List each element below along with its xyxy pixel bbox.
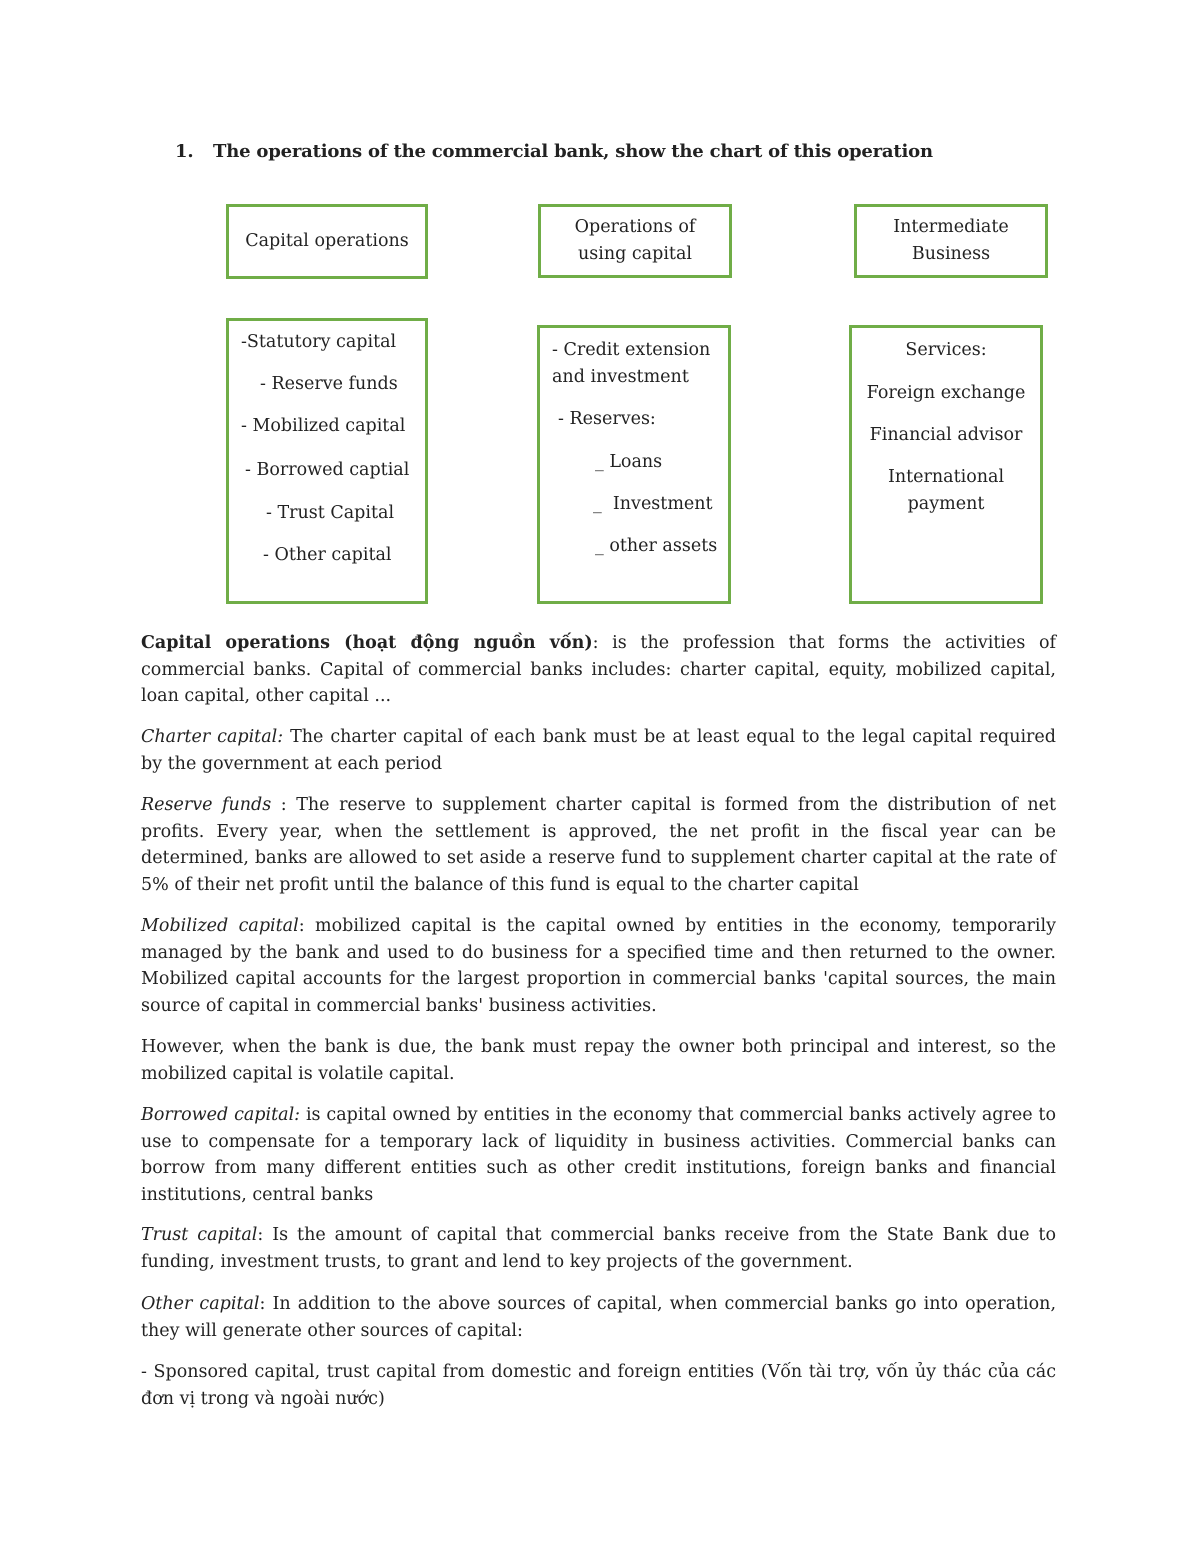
term-trust-capital: Trust capital bbox=[141, 1225, 258, 1245]
text-however: However, when the bank is due, the bank must repay the owner both principal and interest, so the mobilized capital is volatile capital. bbox=[141, 1037, 1056, 1084]
paragraph-trust-capital bbox=[141, 1222, 1056, 1275]
using-item-credit-extension: - Credit extension bbox=[552, 340, 711, 360]
section-heading bbox=[175, 141, 933, 162]
paragraph-however bbox=[141, 1034, 1056, 1087]
text-capital-operations: : is the profession that forms the activities of commercial banks. Capital of commercial banks includes: charter capital, equity, mobilized capital, loan capital, other capital ... bbox=[141, 633, 1057, 706]
intermediate-item-international: International bbox=[887, 467, 1005, 487]
capital-items-box bbox=[226, 318, 428, 604]
paragraph-reserve-funds bbox=[141, 792, 1056, 898]
term-borrowed-capital: Borrowed capital: bbox=[141, 1105, 301, 1125]
capital-item-trust: - Trust Capital bbox=[266, 503, 395, 523]
paragraph-borrowed-capital bbox=[141, 1102, 1056, 1208]
using-item-investment: _ Investment bbox=[593, 494, 713, 514]
capital-item-other: - Other capital bbox=[263, 545, 392, 565]
term-reserve-funds: Reserve funds bbox=[141, 795, 272, 815]
intermediate-item-financial-advisor: Financial advisor bbox=[869, 425, 1023, 445]
using-capital-header-box bbox=[538, 204, 732, 278]
intermediate-header-line1: Intermediate bbox=[893, 217, 1009, 237]
text-charter-capital: The charter capital of each bank must be at least equal to the legal capital required by the government at each period bbox=[141, 727, 1056, 774]
using-capital-items-box bbox=[537, 325, 731, 604]
paragraph-mobilized-capital bbox=[141, 913, 1056, 1019]
intermediate-item-foreign-exchange: Foreign exchange bbox=[866, 383, 1026, 403]
paragraph-capital-operations bbox=[141, 630, 1056, 710]
text-other-capital: : In addition to the above sources of capital, when commercial banks go into operation, they will generate other sources of capital: bbox=[141, 1294, 1057, 1341]
paragraph-charter-capital bbox=[141, 724, 1056, 777]
using-capital-header-line1: Operations of bbox=[574, 217, 696, 237]
term-other-capital: Other capital bbox=[141, 1294, 260, 1314]
capital-item-statutory: -Statutory capital bbox=[241, 332, 397, 352]
intermediate-items-box bbox=[849, 325, 1043, 604]
term-capital-operations: Capital operations (hoạt động nguồn vốn) bbox=[141, 633, 593, 653]
text-reserve-funds: : The reserve to supplement charter capital is formed from the distribution of net profits. Every year, when the settlement is approved, the net profit in the fiscal year can be determined, banks are allowed to set aside a reserve fund to supplement charter capital at the rate of 5% of their net profit until the balance of this fund is equal to the charter capital bbox=[141, 795, 1056, 895]
text-trust-capital: : Is the amount of capital that commercial banks receive from the State Bank due to funding, investment trusts, to grant and lend to key projects of the government. bbox=[141, 1225, 1056, 1272]
term-charter-capital: Charter capital: bbox=[141, 727, 284, 747]
term-mobilized-capital: Mobilized capital bbox=[141, 916, 299, 936]
using-item-reserves: - Reserves: bbox=[558, 409, 656, 429]
capital-item-mobilized: - Mobilized capital bbox=[241, 416, 406, 436]
intermediate-business-header-box bbox=[854, 204, 1048, 278]
intermediate-item-payment: payment bbox=[907, 494, 985, 514]
paragraph-sponsored-capital bbox=[141, 1359, 1056, 1412]
text-sponsored-capital: - Sponsored capital, trust capital from domestic and foreign entities (Vốn tài trợ, vốn ủy thác của các đơn vị trong và ngoài nước) bbox=[141, 1362, 1056, 1409]
using-capital-header-line2: using capital bbox=[578, 244, 692, 264]
text-mobilized-capital: : mobilized capital is the capital owned by entities in the economy, temporarily managed by the bank and used to do business for a specified time and then returned to the owner. Mobilized capital accounts for the largest proportion in commercial banks 'capital sources, the main source of capital in commercial banks' business activities. bbox=[141, 916, 1056, 1016]
heading-number: 1. bbox=[175, 141, 194, 162]
intermediate-item-services: Services: bbox=[905, 340, 987, 360]
capital-operations-header: Capital operations bbox=[245, 231, 409, 251]
capital-operations-header-box bbox=[226, 204, 428, 279]
paragraph-other-capital bbox=[141, 1291, 1056, 1344]
text-borrowed-capital: is capital owned by entities in the economy that commercial banks actively agree to use to compensate for a temporary lack of liquidity in business activities. Commercial banks can borrow from many different entities such as other credit institutions, foreign banks and financial institutions, central banks bbox=[141, 1105, 1056, 1205]
using-item-other-assets: _ other assets bbox=[595, 536, 718, 556]
capital-item-reserve-funds: - Reserve funds bbox=[260, 374, 398, 394]
intermediate-header-line2: Business bbox=[911, 244, 991, 264]
capital-item-borrowed: - Borrowed captial bbox=[245, 460, 410, 480]
heading-text: The operations of the commercial bank, show the chart of this operation bbox=[213, 141, 933, 162]
using-item-loans: _ Loans bbox=[595, 452, 663, 472]
using-item-and-investment: and investment bbox=[552, 367, 689, 387]
